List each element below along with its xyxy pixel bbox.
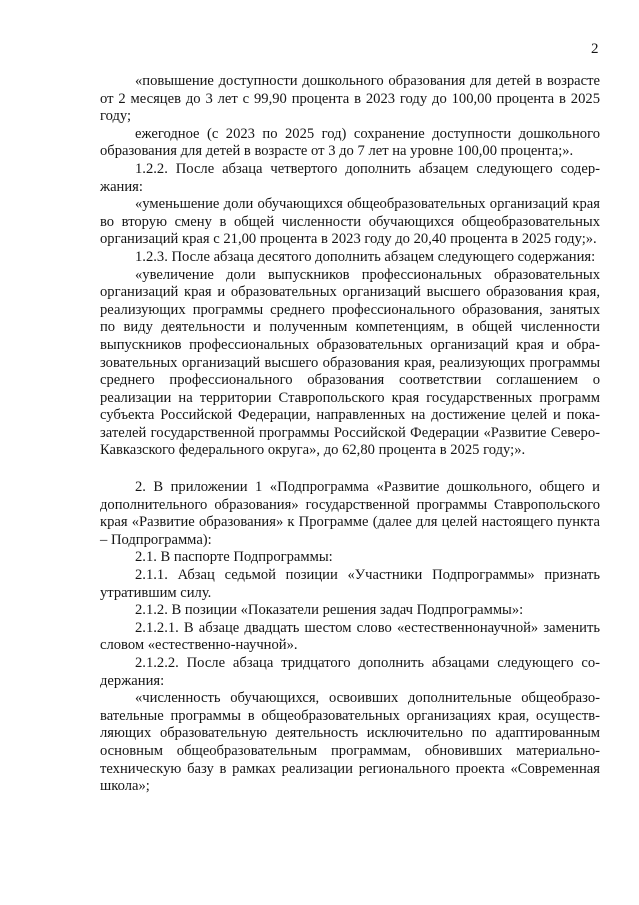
paragraph-12: 2.1.2.2. После абзаца тридцатого дополнить абзацами следующего содержания:: [100, 655, 600, 689]
paragraph-2: ежегодное (с 2023 по 2025 год) сохранение доступности дошкольного образования для детей в возрасте от 3 до 7 лет на уровне 100,00 процента;».: [100, 125, 600, 160]
paragraph-6: «увеличение доли выпускников профессиональных образовательных организаций края и образовательных организаций высшего образования края, реализующих программы среднего профессионального образования, занятых по виду деятельности и полученным компетенциям, в общей численности выпускников профессиональных образовательных организаций края и образовательных организаций высшего образования края, реализующих программы среднего профессионального образования соответствии соглашением о реализации на территории Ставропольского края государственных программ субъекта Российской Федерации, направленных на достижение целей и показателей государственной программы Российской Федерации «Развитие Северо-Кавказского федерального округа», до 62,80 процента в 2025 году;».: [100, 266, 600, 459]
page-number: 2: [591, 41, 599, 57]
paragraph-4: «уменьшение доли обучающихся общеобразовательных организаций края во вторую смену в общей численности обучающихся общеобразовательных организаций края с 21,00 процента в 2023 году до 20,40 процента в 2025 году;».: [100, 196, 600, 248]
paragraph-11: 2.1.2.1. В абзаце двадцать шестом слово «естественнонаучной» заменить словом «естественно-научной».: [100, 619, 600, 654]
paragraph-7: 2. В приложении 1 «Подпрограмма «Развитие дошкольного, общего и дополнительного образования» государственной программы Ставропольского края «Развитие образования» к Программе (далее для целей настоящего пункта – Подпрограмма):: [100, 479, 600, 548]
paragraph-8: 2.1. В паспорте Подпрограммы:: [135, 549, 333, 566]
paragraph-9: 2.1.1. Абзац седьмой позиции «Участники Подпрограммы» признать утратившим силу.: [100, 567, 600, 601]
paragraph-13: «численность обучающихся, освоивших дополнительные общеобразовательные программы в общеобразовательных организациях края, осуществляющих образовательную деятельность исключительно по адаптированным основным общеобразовательным программам, обновивших материально-техническую базу в рамках реализации регионального проекта «Современная школа»;: [100, 690, 600, 795]
paragraph-3: 1.2.2. После абзаца четвертого дополнить абзацем следующего содержания:: [100, 160, 600, 195]
paragraph-5: 1.2.3. После абзаца десятого дополнить абзацем следующего содержания:: [135, 248, 596, 265]
paragraph-1: «повышение доступности дошкольного образования для детей в возрасте от 2 месяцев до 3 лет с 99,90 процента в 2023 году до 100,00 процента в 2025 году;: [100, 73, 600, 125]
paragraph-10: 2.1.2. В позиции «Показатели решения задач Подпрограммы»:: [135, 602, 524, 619]
document-body: [100, 73, 600, 796]
